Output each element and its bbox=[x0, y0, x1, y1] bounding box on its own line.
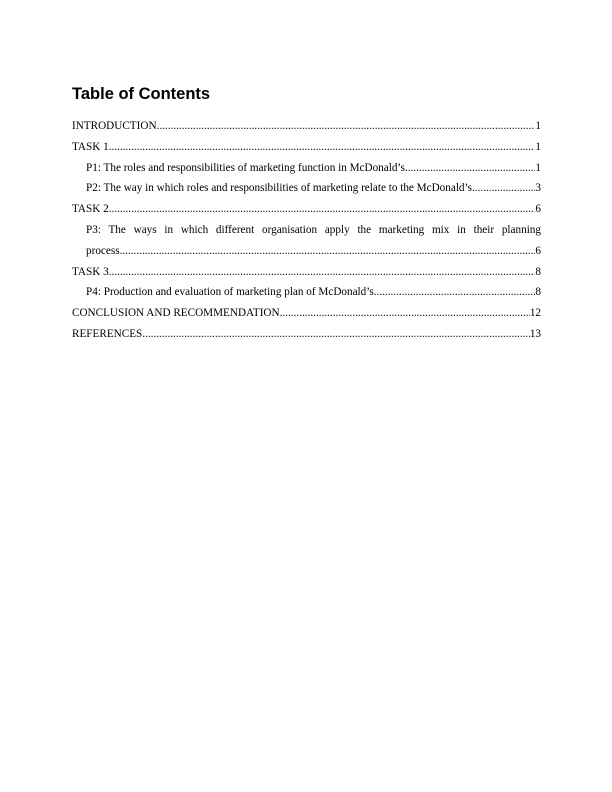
toc-entry-page: 1 bbox=[535, 120, 541, 132]
toc-entry-page: 3 bbox=[535, 182, 541, 195]
toc-dot-leader bbox=[374, 282, 536, 303]
toc-entry-task-3[interactable] bbox=[72, 262, 541, 283]
toc-entry-page: 8 bbox=[535, 286, 541, 299]
toc-entry-p3-line2[interactable] bbox=[72, 241, 541, 262]
toc-dot-leader bbox=[120, 241, 536, 262]
toc-entry-page: 8 bbox=[535, 265, 541, 278]
toc-entry-text: CONCLUSION AND RECOMMENDATION bbox=[72, 307, 280, 320]
toc-entry-references[interactable] bbox=[72, 324, 541, 345]
toc-title: Table of Contents bbox=[72, 85, 211, 103]
toc-dot-leader bbox=[109, 137, 536, 158]
toc-dot-leader bbox=[405, 158, 536, 179]
toc-dot-leader bbox=[280, 303, 530, 324]
toc-dot-leader bbox=[109, 199, 536, 220]
toc-entry-text: P1: The roles and responsibilities of marketing function in McDonald’s bbox=[86, 161, 405, 174]
toc-entry-text: process bbox=[86, 244, 120, 257]
toc-entry-p1[interactable] bbox=[72, 158, 541, 179]
toc-entry-p2[interactable] bbox=[72, 178, 541, 199]
toc-entry-page: 13 bbox=[529, 327, 541, 340]
toc-entry-p4[interactable] bbox=[72, 282, 541, 303]
toc-entry-page: 1 bbox=[535, 140, 541, 153]
toc-entry-conclusion[interactable] bbox=[72, 303, 541, 324]
toc-dot-leader bbox=[157, 116, 536, 137]
toc-dot-leader bbox=[472, 178, 535, 199]
toc-entry-introduction[interactable] bbox=[72, 116, 541, 137]
toc-dot-leader bbox=[109, 262, 536, 283]
toc-entry-text: P2: The way in which roles and responsibilities of marketing relate to the McDonald’s bbox=[86, 182, 472, 195]
toc-entry-text: P4: Production and evaluation of marketing plan of McDonald’s bbox=[86, 286, 374, 299]
toc-entry-text: TASK 1 bbox=[72, 140, 109, 153]
toc-dot-leader bbox=[142, 324, 530, 345]
toc-entry-text: REFERENCES bbox=[72, 327, 143, 340]
toc-entry-task-1[interactable] bbox=[72, 137, 541, 158]
toc-list bbox=[72, 116, 541, 345]
toc-entry-text: INTRODUCTION bbox=[72, 120, 157, 132]
toc-entry-text: TASK 3 bbox=[72, 265, 109, 278]
toc-entry-text: TASK 2 bbox=[72, 203, 109, 216]
toc-entry-page: 6 bbox=[535, 244, 541, 257]
toc-entry-p3-line1[interactable] bbox=[72, 220, 541, 241]
toc-entry-page: 12 bbox=[529, 307, 541, 320]
toc-entry-task-2[interactable] bbox=[72, 199, 541, 220]
toc-entry-text: P3: The ways in which different organisation apply the marketing mix in their planning bbox=[86, 223, 541, 236]
toc-entry-page: 1 bbox=[535, 161, 541, 174]
toc-entry-page: 6 bbox=[535, 203, 541, 216]
